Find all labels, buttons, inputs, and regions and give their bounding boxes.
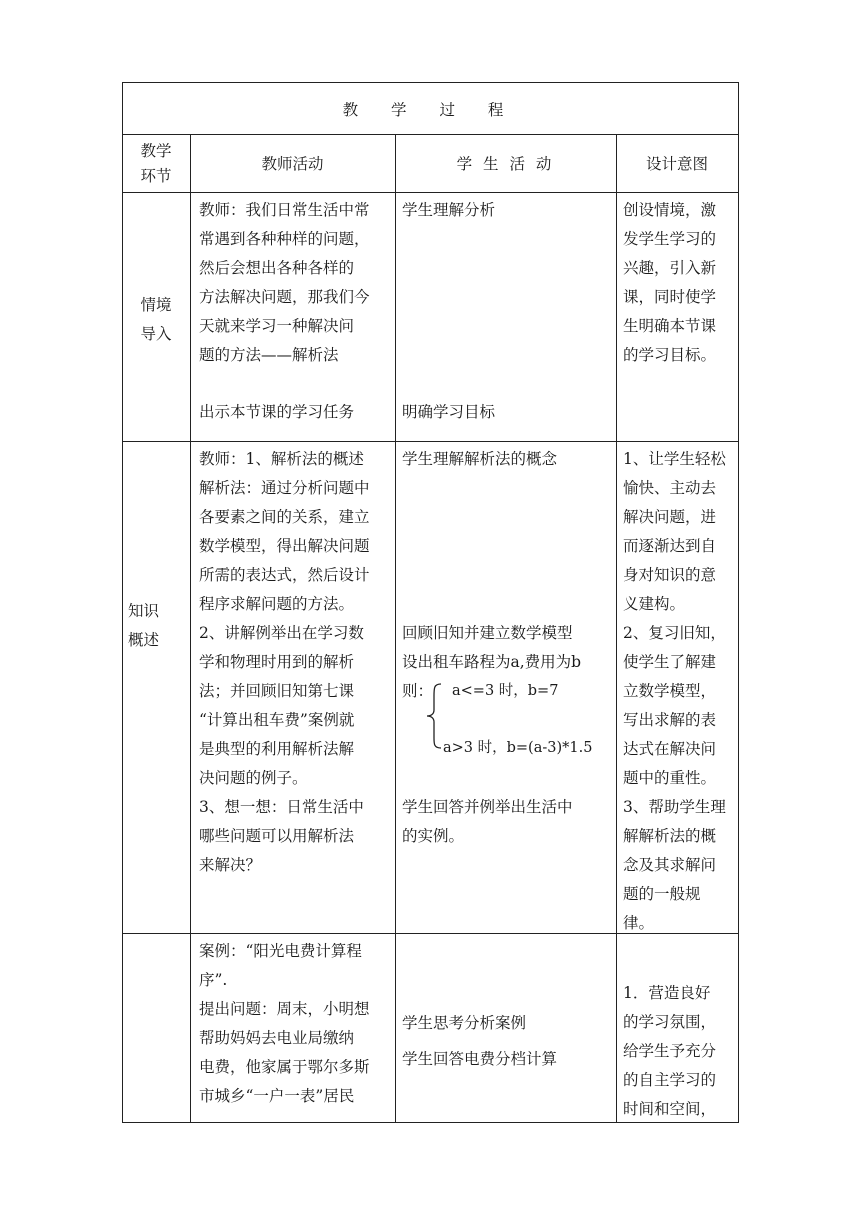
row1-student-2: 明确学习目标 <box>402 403 496 421</box>
row-divider-1 <box>122 441 739 442</box>
header-design: 设计意图 <box>645 155 708 173</box>
table-border-top <box>122 82 739 83</box>
row2-student-answer: 学生回答并例举出生活中 的实例。 <box>402 798 573 845</box>
row-divider-header <box>122 192 739 193</box>
row3-design: 1．营造良好 的学习氛围， 给学生予充分 的自主学习的 时间和空间， <box>623 984 717 1118</box>
row1-design: 创设情境，激 发学生学习的 兴趣，引入新 课，同时使学 生明确本节课 的学习目标。 <box>623 201 717 364</box>
row2-student-case2: a>3 时，b=(a-3)*1.5 <box>443 740 593 756</box>
row-divider-title <box>122 134 739 135</box>
table-border-left <box>122 82 123 1123</box>
row2-student-concept: 学生理解解析法的概念 <box>402 450 558 468</box>
row2-stage: 知识 概述 <box>128 602 160 649</box>
row2-student-model: 回顾旧知并建立数学模型 设出租车路程为a,费用为b <box>402 624 582 671</box>
header-teacher: 教师活动 <box>261 155 324 173</box>
row2-teacher: 教师：1、解析法的概述 解析法：通过分析问题中 各要素之间的关系，建立 数学模型，得出解决问题 所需的表达式，然后设计 程序求解问题的方法。 2、讲解例举出在学习数 学和物理时用到的解析 法；并回顾旧知第七课 “计算出租车费”案例就 是典型的利用解析法解 决问题的例子。 3、想一想：日常生活中 哪些问题可以用解析法 来解决？ <box>199 450 370 874</box>
header-student: 学 生 活 动 <box>456 155 555 173</box>
row2-design: 1、让学生轻松 愉快、主动去 解决问题，进 而逐渐达到自 身对知识的意 义建构。 2、复习旧知， 使学生了解建 立数学模型， 写出求解的表 达式在解决问 题中的重性。 3、帮助学生理 解解析法的概 念及其求解问 题的一般规 律。 <box>623 450 726 932</box>
col-divider-2 <box>395 134 396 1123</box>
col-divider-3 <box>616 134 617 1123</box>
table-title: 教 学 过 程 <box>342 101 518 119</box>
row1-teacher-task: 出示本节课的学习任务 <box>199 403 355 421</box>
row2-student-case1: a<=3 时，b=7 <box>452 683 559 699</box>
row1-student-1: 学生理解分析 <box>402 201 496 219</box>
row1-teacher: 教师：我们日常生活中常 常遇到各种种样的问题， 然后会想出各种各样的 方法解决问题，那我们今 天就来学习一种解决问 题的方法——解析法 <box>199 201 370 364</box>
col-divider-1 <box>190 134 191 1123</box>
curly-brace-icon <box>424 682 444 750</box>
row1-stage: 情境 导入 <box>140 296 172 343</box>
table-border-right <box>738 82 739 1123</box>
header-stage: 教学 环节 <box>140 142 172 185</box>
row2-student-then-label: 则： <box>402 682 434 700</box>
row3-student: 学生思考分析案例 学生回答电费分档计算 <box>402 1014 558 1068</box>
row3-teacher: 案例：“阳光电费计算程 序”. 提出问题：周末，小明想 帮助妈妈去电业局缴纳 电费，他家属于鄂尔多斯 市城乡“一户一表”居民 <box>199 942 370 1105</box>
